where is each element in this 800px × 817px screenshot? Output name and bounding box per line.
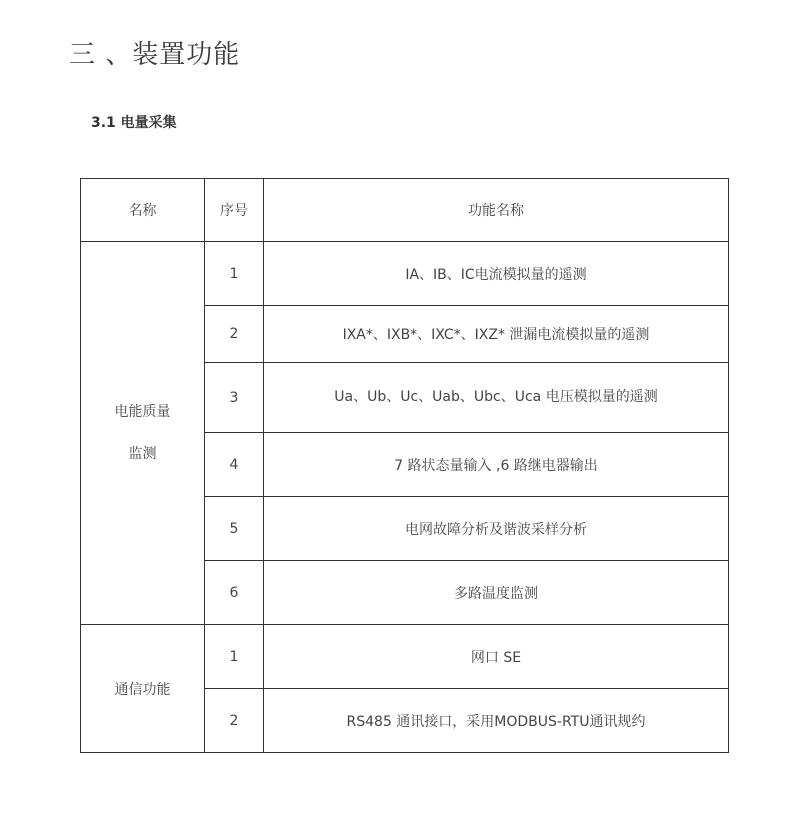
function-table [80,178,729,753]
row-function-cell [264,363,729,433]
row-index: 3 [205,363,264,433]
row-function: 7 路状态量输入 ,6 路继电器输出 [264,433,729,497]
row-function: 电网故障分析及谐波采样分析 [264,497,729,561]
category-label-line: 监测 [128,446,157,462]
row-index: 1 [205,625,264,689]
table-row [81,242,729,306]
table-header-row [81,179,729,242]
category-power-quality [81,242,205,625]
subsection-title: 3.1 电量采集 [91,115,177,131]
row-function: Ua、Ub、Uc、Uab、Ubc、Uca 电压模拟量的遥测 [334,389,658,405]
row-function: RS485 通讯接口，采用MODBUS-RTU通讯规约 [264,689,729,753]
row-index: 2 [205,306,264,363]
category-label-line: 电能质量 [114,404,171,420]
row-function: IXA*、IXB*、IXC*、IXZ* 泄漏电流模拟量的遥测 [264,306,729,363]
row-index: 1 [205,242,264,306]
row-index: 2 [205,689,264,753]
section-title: 三 、装置功能 [69,40,241,70]
header-name: 名称 [81,179,205,242]
row-index: 6 [205,561,264,625]
category-communication [81,625,205,753]
header-index: 序号 [205,179,264,242]
table-row [81,625,729,689]
row-function: 网口 SE [264,625,729,689]
row-function: 多路温度监测 [264,561,729,625]
header-function: 功能名称 [264,179,729,242]
row-function: IA、IB、IC电流模拟量的遥测 [264,242,729,306]
category-label-line: 通信功能 [114,681,171,698]
row-index: 5 [205,497,264,561]
row-index: 4 [205,433,264,497]
